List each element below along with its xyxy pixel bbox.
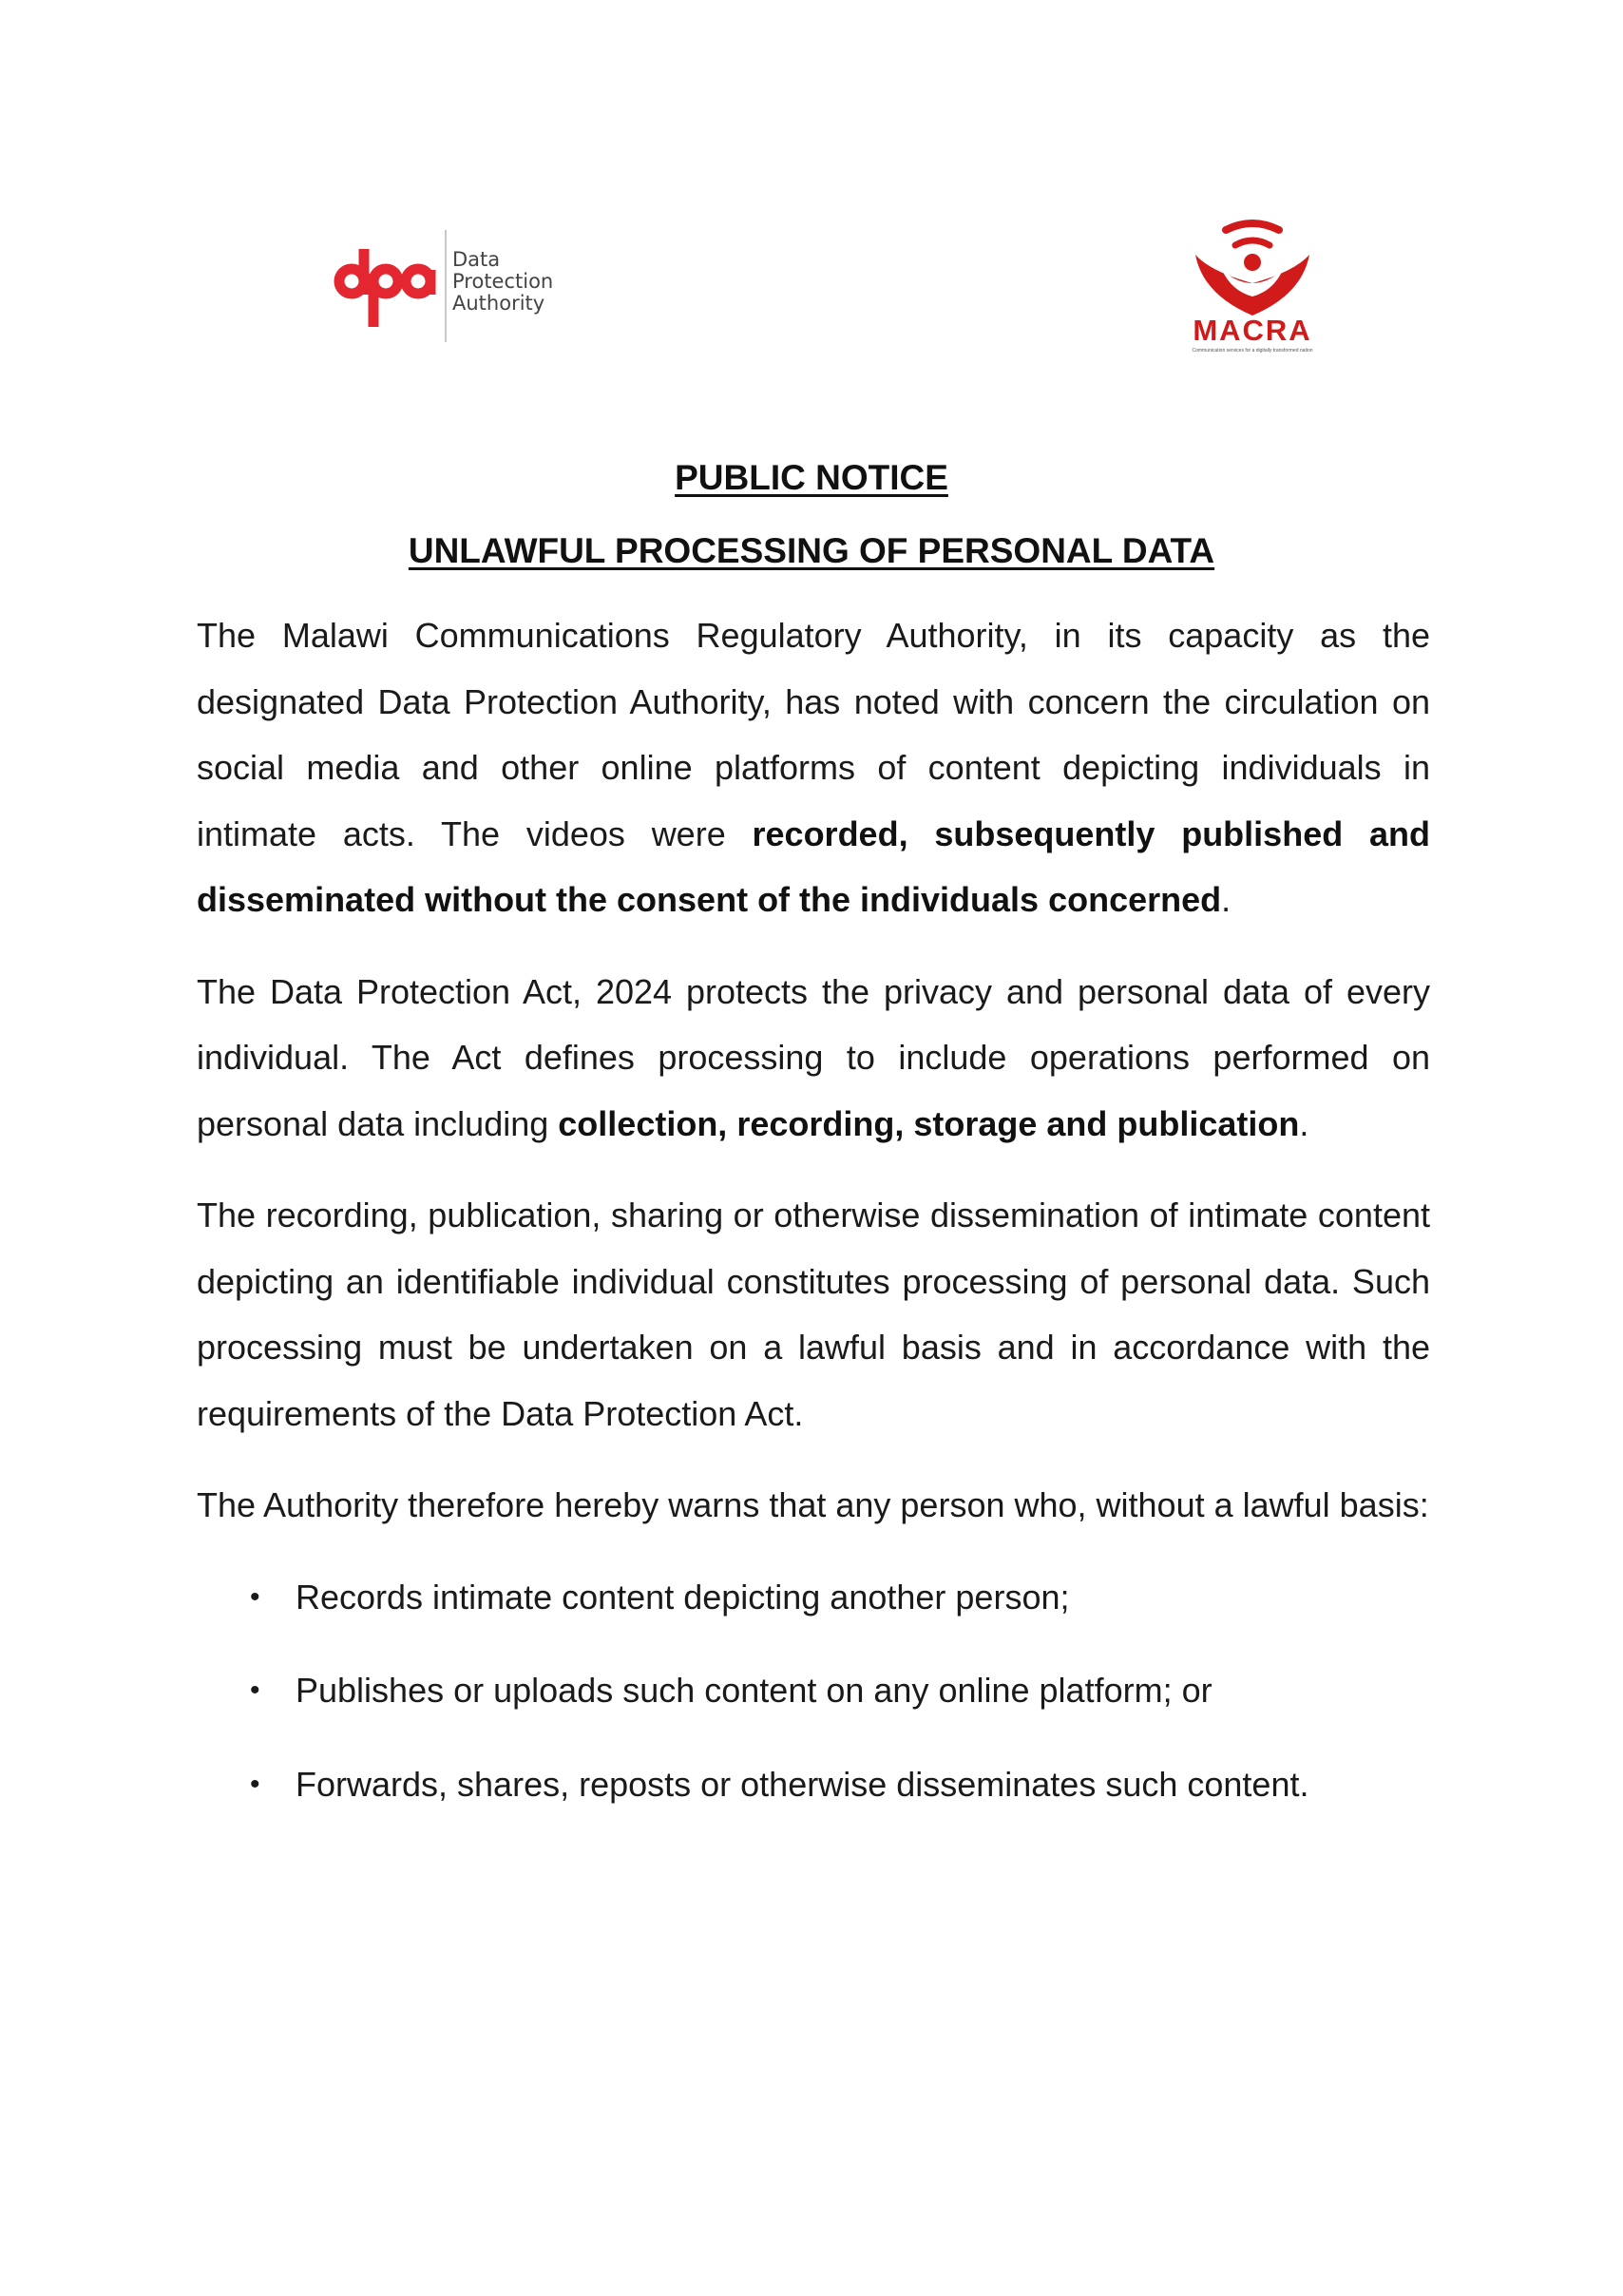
list-item	[197, 1751, 1430, 1818]
paragraph-text: The Data Protection Act, 2024 protects the privacy and personal data of every individual. The Act defines processing to include operations performed on personal data including	[197, 971, 1430, 1143]
bullet-list	[197, 1564, 1430, 1818]
list-item	[197, 1657, 1430, 1724]
list-item-text: Records intimate content depicting another person;	[296, 1577, 1070, 1617]
notice-title: PUBLIC NOTICE	[675, 458, 948, 497]
macra-logo-name: MACRA	[1193, 314, 1312, 347]
dpa-logo-wordmark	[452, 249, 553, 315]
paragraph-text: The Authority therefore hereby warns that any person who, without a lawful basis:	[197, 1485, 1429, 1524]
dpa-logo	[333, 224, 554, 348]
list-item-text: Forwards, shares, reposts or otherwise disseminates such content.	[296, 1764, 1309, 1804]
paragraph-text: .	[1299, 1103, 1309, 1143]
dpa-logo-divider	[445, 230, 447, 342]
paragraph-bold-text: collection, recording, storage and publication	[558, 1103, 1300, 1143]
bullet-icon: •	[250, 1768, 260, 1800]
paragraph-text: The Malawi Communications Regulatory Authority, in its capacity as the designated Data Protection Authority, has noted with concern the circulation on social media and other online platforms of content depicting individuals in intimate acts. The videos were	[197, 616, 1430, 853]
list-item-text: Publishes or uploads such content on any online platform; or	[296, 1671, 1212, 1710]
paragraph	[197, 1182, 1430, 1446]
paragraph	[197, 603, 1430, 933]
macra-logo-mark	[1188, 217, 1317, 319]
paragraph-text: The recording, publication, sharing or otherwise dissemination of intimate content depicting an identifiable individual constitutes processing of personal data. Such processing must be undertaken on a lawful basis and in accordance with the requirements of the Data Protection Act.	[197, 1196, 1430, 1433]
dpa-logo-mark	[333, 236, 439, 331]
macra-logo	[1138, 217, 1366, 359]
list-item	[197, 1564, 1430, 1631]
paragraph-bold-text: recorded, subsequently published and disseminated without the consent of the individuals concerned	[197, 813, 1430, 919]
bullet-icon: •	[250, 1674, 260, 1706]
dpa-word: Data	[452, 248, 501, 271]
macra-logo-tagline: Communication services for a digitally transformed nation	[1192, 348, 1313, 354]
notice-subtitle: UNLAWFUL PROCESSING OF PERSONAL DATA	[408, 531, 1215, 570]
notice-body	[197, 603, 1430, 1845]
dpa-word: Authority	[452, 292, 545, 315]
paragraph-text: .	[1221, 880, 1232, 919]
dpa-word: Protection	[452, 270, 554, 293]
paragraph	[197, 959, 1430, 1158]
paragraph	[197, 1472, 1430, 1539]
bullet-icon: •	[250, 1580, 260, 1613]
